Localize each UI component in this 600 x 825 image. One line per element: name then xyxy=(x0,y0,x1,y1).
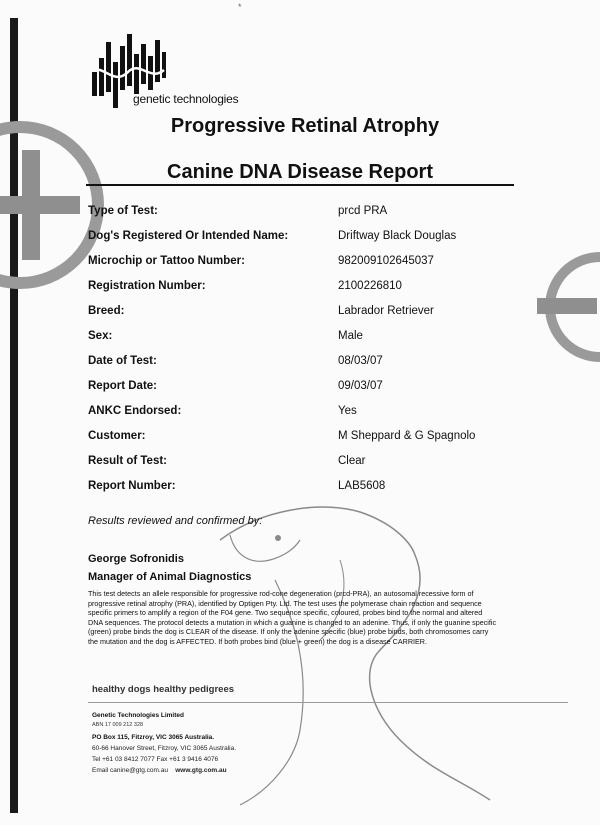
field-row-result xyxy=(88,455,568,473)
reviewer-name: George Sofronidis xyxy=(88,553,184,565)
reviewer-role: Manager of Animal Diagnostics xyxy=(88,571,252,583)
logo-text: genetic technologies xyxy=(133,92,239,106)
field-label: Result of Test: xyxy=(88,455,168,467)
footer-phone: Tel +61 03 8412 7077 Fax +61 3 9416 4076 xyxy=(92,756,219,763)
field-value: Driftway Black Douglas xyxy=(338,230,457,242)
review-heading: Results reviewed and confirmed by: xyxy=(88,515,263,527)
field-row-report-date xyxy=(88,380,568,398)
field-label: Sex: xyxy=(88,330,113,342)
footer-divider xyxy=(88,702,568,703)
field-value: 08/03/07 xyxy=(338,355,383,367)
field-value: 09/03/07 xyxy=(338,380,383,392)
field-row-customer xyxy=(88,430,568,448)
footer-email[interactable]: Email canine@gtg.com.au xyxy=(92,767,168,774)
field-value: 982009102645037 xyxy=(338,255,434,267)
field-value: 2100226810 xyxy=(338,280,402,292)
field-value: Yes xyxy=(338,405,357,417)
field-row-type-of-test xyxy=(88,205,568,223)
field-label: ANKC Endorsed: xyxy=(88,405,182,417)
field-label: Microchip or Tattoo Number: xyxy=(88,255,245,267)
field-row-microchip xyxy=(88,255,568,273)
footer-company: Genetic Technologies Limited xyxy=(92,712,184,719)
footer-street: 60-66 Hanover Street, Fitzroy, VIC 3065 Australia. xyxy=(92,745,237,752)
field-row-registration xyxy=(88,280,568,298)
report-title: Progressive Retinal Atrophy xyxy=(170,115,440,137)
report-subtitle: Canine DNA Disease Report xyxy=(167,161,433,183)
field-label: Report Date: xyxy=(88,380,158,392)
field-value: Male xyxy=(338,330,363,342)
footer-abn: ABN 17 009 212 328 xyxy=(92,722,144,728)
field-label: Report Number: xyxy=(88,480,176,492)
footer-contact xyxy=(92,767,227,774)
test-description: This test detects an allele responsible for progressive rod-cone degeneration (prcd-PRA), an autosomal recessive form of progressive retinal atrophy (PRA), identified by Optigen Pty. Ltd. The test uses the polymerase chain reaction and sequence specific primers to amplify a region of the F04 gene. Two sequence specific, coloured, probes bind to the normal and altered DNA sequences. The protocol detects a mutation in which a guanine is changed to an adenine. Thus, if only the guanine specific (green) probe binds the dog is CLEAR of the disease. If only the adenine specific (blue) probe binds, both chromosomes carry the mutation and the dog is AFFECTED. If both probes bind (blue + green) the dog is a disease CARRIER. xyxy=(88,589,497,646)
field-value: LAB5608 xyxy=(338,480,386,492)
field-row-ankc-endorsed xyxy=(88,405,568,423)
field-label: Type of Test: xyxy=(88,205,158,217)
field-row-date-of-test xyxy=(88,355,568,373)
field-row-sex xyxy=(88,330,568,348)
corner-mark: * xyxy=(238,2,242,12)
field-value: prcd PRA xyxy=(338,205,388,217)
title-divider xyxy=(86,184,514,186)
dog-outline-watermark-icon xyxy=(200,500,500,810)
field-row-breed xyxy=(88,305,568,323)
field-label: Dog's Registered Or Intended Name: xyxy=(88,230,289,242)
footer-website-link[interactable]: www.gtg.com.au xyxy=(175,767,227,774)
field-value: M Sheppard & G Spagnolo xyxy=(338,430,476,442)
field-value: Labrador Retriever xyxy=(338,305,434,317)
field-label: Customer: xyxy=(88,430,146,442)
field-row-dog-name xyxy=(88,230,568,248)
field-row-report-number xyxy=(88,480,568,498)
footer-po-box: PO Box 115, Fitzroy, VIC 3065 Australia. xyxy=(92,734,215,741)
tagline: healthy dogs healthy pedigrees xyxy=(92,684,235,695)
field-label: Registration Number: xyxy=(88,280,206,292)
field-label: Breed: xyxy=(88,305,125,317)
field-value: Clear xyxy=(338,455,366,467)
field-label: Date of Test: xyxy=(88,355,157,367)
